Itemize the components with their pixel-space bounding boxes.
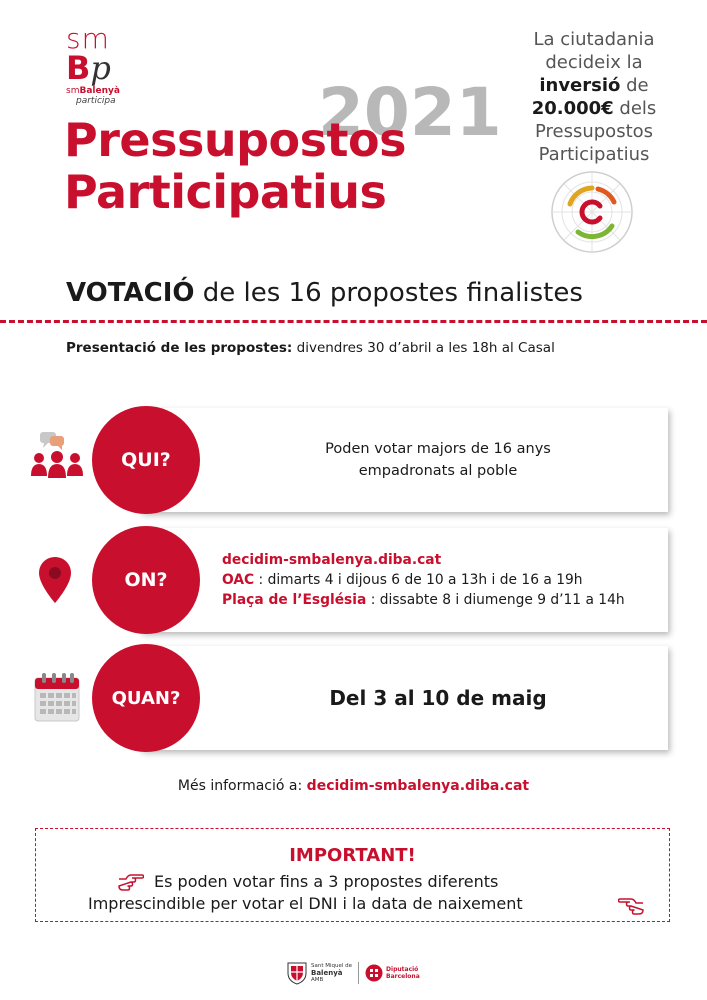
title-line-2: Participatius bbox=[64, 165, 387, 219]
presentacio-rest: divendres 30 d’abril a les 18h al Casal bbox=[292, 340, 555, 356]
important-box bbox=[35, 828, 670, 922]
smbp-logo bbox=[66, 22, 126, 106]
on-oac-text: : dimarts 4 i dijous 6 de 10 a 13h i de 16 a 19h bbox=[254, 572, 583, 588]
logo-brand-prefix: sm bbox=[66, 86, 80, 96]
on-placa-label: Plaça de l’Església bbox=[222, 592, 367, 608]
mes-informacio bbox=[0, 778, 707, 794]
mes-informacio-prefix: Més informació a: bbox=[177, 778, 307, 794]
title-line-1: Pressupostos bbox=[64, 113, 406, 167]
quan-circle-label: QUAN? bbox=[92, 644, 200, 752]
qui-circle-label: QUI? bbox=[92, 406, 200, 514]
participation-emblem-icon bbox=[550, 170, 634, 254]
qui-line-1: Poden votar majors de 16 anys bbox=[325, 441, 551, 457]
calendar-icon bbox=[34, 672, 80, 722]
logo-brand-name: Balenyà bbox=[79, 86, 120, 96]
important-line-1: Es poden votar fins a 3 propostes diferents bbox=[154, 872, 499, 891]
logo-p: p bbox=[90, 49, 111, 87]
people-chat-icon bbox=[30, 430, 84, 484]
important-line-2: Imprescindible per votar el DNI i la data de naixement bbox=[88, 894, 523, 913]
tagline-de: de bbox=[620, 75, 649, 96]
logo-bp-text bbox=[66, 49, 126, 87]
tagline-line-1: La ciutadania bbox=[533, 29, 655, 50]
mes-informacio-link[interactable]: decidim-smbalenya.diba.cat bbox=[306, 778, 530, 794]
on-card-text bbox=[222, 528, 654, 632]
pointing-hand-right-icon bbox=[118, 873, 144, 891]
tagline-line-3 bbox=[494, 74, 694, 97]
on-circle-label: ON? bbox=[92, 526, 200, 634]
on-placa-text: : dissabte 8 i diumenge 9 d’11 a 14h bbox=[366, 592, 625, 608]
ajuntament-line-2: Balenyà bbox=[311, 969, 343, 977]
on-card bbox=[140, 528, 668, 632]
ajuntament-line-3: AMB bbox=[311, 977, 324, 983]
page-title bbox=[64, 114, 406, 218]
ajuntament-line-1: Sant Miquel de bbox=[311, 962, 353, 969]
footer-logos bbox=[286, 960, 420, 986]
year-label: 2021 bbox=[318, 74, 502, 151]
quan-dates: Del 3 al 10 de maig bbox=[329, 686, 547, 710]
on-url-link[interactable]: decidim-smbalenya.diba.cat bbox=[222, 552, 442, 568]
important-title: IMPORTANT! bbox=[289, 845, 416, 866]
votacio-heading bbox=[66, 278, 583, 308]
on-placa bbox=[222, 590, 654, 610]
qui-line-2: empadronats al poble bbox=[358, 463, 518, 479]
votacio-rest: de les 16 propostes finalistes bbox=[194, 278, 583, 308]
logo-brand bbox=[66, 86, 126, 96]
on-oac bbox=[222, 570, 654, 590]
qui-card-text bbox=[222, 408, 654, 512]
logo-sm-text: sm bbox=[66, 22, 110, 55]
logo-participa: participa bbox=[76, 96, 116, 106]
diputacio-line-2: Barcelona bbox=[386, 973, 420, 980]
ajuntament-text bbox=[311, 963, 352, 984]
on-oac-label: OAC bbox=[222, 572, 255, 588]
tagline bbox=[494, 28, 694, 166]
quan-card bbox=[140, 646, 668, 750]
presentacio-bold: Presentació de les propostes: bbox=[66, 340, 293, 356]
diputacio-line-1: Diputació bbox=[386, 966, 419, 973]
tagline-inversio: inversió bbox=[539, 75, 621, 96]
on-url[interactable] bbox=[222, 550, 654, 570]
quan-card-text bbox=[222, 646, 654, 750]
dashed-divider bbox=[0, 320, 707, 323]
presentacio-text bbox=[66, 340, 555, 356]
tagline-line-2: decideix la bbox=[545, 52, 643, 73]
ajuntament-shield-icon bbox=[286, 961, 308, 985]
tagline-amount: 20.000€ bbox=[531, 98, 614, 119]
qui-card bbox=[140, 408, 668, 512]
diputacio-logo-icon bbox=[365, 964, 383, 982]
votacio-bold: VOTACIÓ bbox=[66, 278, 195, 308]
footer-divider bbox=[358, 962, 359, 984]
tagline-line-4 bbox=[494, 97, 694, 120]
logo-b: B bbox=[66, 49, 91, 87]
tagline-line-5: Pressupostos bbox=[534, 121, 654, 142]
diputacio-text bbox=[386, 966, 420, 980]
tagline-dels: dels bbox=[613, 98, 657, 119]
location-pin-icon bbox=[38, 556, 72, 604]
tagline-line-6: Participatius bbox=[538, 144, 650, 165]
pointing-hand-left-icon bbox=[618, 897, 644, 915]
